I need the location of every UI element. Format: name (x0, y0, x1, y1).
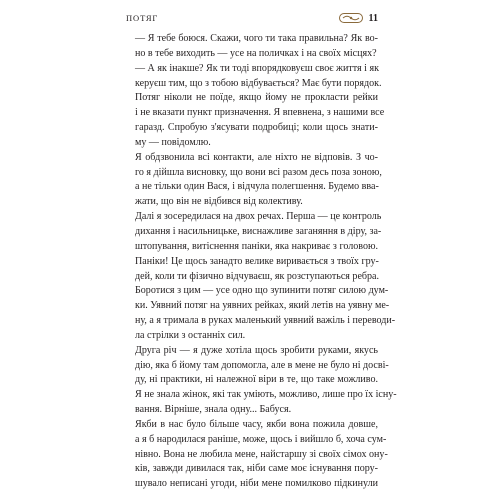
text-line: а я б народилася раніше, може, щось і вийшло б, хоча сум- (135, 433, 387, 445)
text-line: Боротися з цим — усе одно що зупинити потяг силою дум- (135, 285, 389, 297)
text-line: дей, коли ти фізично відчуваєш, як розступаються ребра. (135, 270, 380, 282)
page-number: 11 (368, 12, 378, 24)
text-line: нівно. Вона не любила мене, найстаршу зі своїх сімох ону- (135, 448, 388, 460)
paragraph (126, 210, 396, 344)
text-line: Я обдзвонила всі контакти, але ніхто не відповів. З чо- (135, 151, 378, 163)
text-line: ду, ні практики, ні належної віри в те, що таке можливо. (135, 374, 378, 386)
text-line: — Я тебе боюся. Скажи, чого ти така правильна? Як во- (135, 33, 378, 44)
text-line: вання. Вірніше, знала одну... Бабуся. (135, 404, 292, 416)
paragraph (126, 62, 385, 151)
running-title: ПОТЯГ (126, 13, 159, 23)
text-line: шувало неписані угоди, ніби мене помилково підкинули (135, 478, 378, 490)
text-line: — А як інакше? Як ти тоді впорядковуєш своє життя і як (135, 62, 379, 74)
text-line: ла стрілки з останніх сил. (135, 329, 246, 341)
paragraph (126, 418, 388, 492)
text-line: ки. Уявний потяг на уявних рейках, який летів на уявну ме- (135, 300, 390, 312)
ornament-icon (339, 13, 363, 23)
text-line: і не вказати пункт призначення. Я впевнена, з нашими все (135, 107, 385, 119)
text-line: Друга річ — я дуже хотіла щось зробити руками, якусь (135, 344, 378, 356)
text-line: дію, яка б йому там допомогла, але в мене не було ні досві- (135, 359, 389, 371)
text-line: дихання і насильницьке, виснажливе заганяння в діру, за- (135, 225, 382, 237)
text-line: керуєш тим, що з тобою відбувається? Має бути порядок. (135, 77, 382, 89)
text-line: ків, завжди дивилася так, ніби саме моє існування пору- (135, 463, 378, 475)
body-text (126, 32, 397, 492)
text-line: Якби в нас було більше часу, якби вона пожила довше, (135, 418, 378, 430)
text-line: Паніки! Це щось занадто велике виривається з твоїх гру- (135, 255, 379, 267)
text-line: но в тебе виходить — усе на поличках і на своїх місцях? (135, 47, 377, 59)
text-line: штопування, витіснення паніки, яка накриває з головою. (135, 240, 378, 252)
paragraph (126, 32, 378, 62)
text-line: му — повідомлю. (135, 136, 211, 148)
page-header (126, 10, 378, 26)
text-line: Я не знала жінок, які так уміють, можливо, лише про їх існу- (135, 389, 397, 401)
header-right (339, 13, 378, 24)
text-line: Далі я зосередилася на двох речах. Перша — це контроль (135, 211, 382, 223)
text-line: Потяг ніколи не поїде, якщо йому не прокласти рейки (135, 92, 378, 104)
text-line: гаразд. Спробую з'ясувати подробиці; коли щось знати- (135, 122, 378, 134)
paragraph (126, 344, 397, 418)
text-line: го я дійшла висновку, що вони всі разом десь поза зоною, (135, 166, 382, 178)
text-line: а не тільки один Вася, і відчула полегшення. Будемо вва- (135, 181, 379, 193)
text-line: ну, а я тримала в руках маленький уявний важіль і переводи- (135, 315, 396, 327)
text-line: жати, що він не відбився від колективу. (135, 196, 303, 208)
paragraph (126, 151, 382, 210)
